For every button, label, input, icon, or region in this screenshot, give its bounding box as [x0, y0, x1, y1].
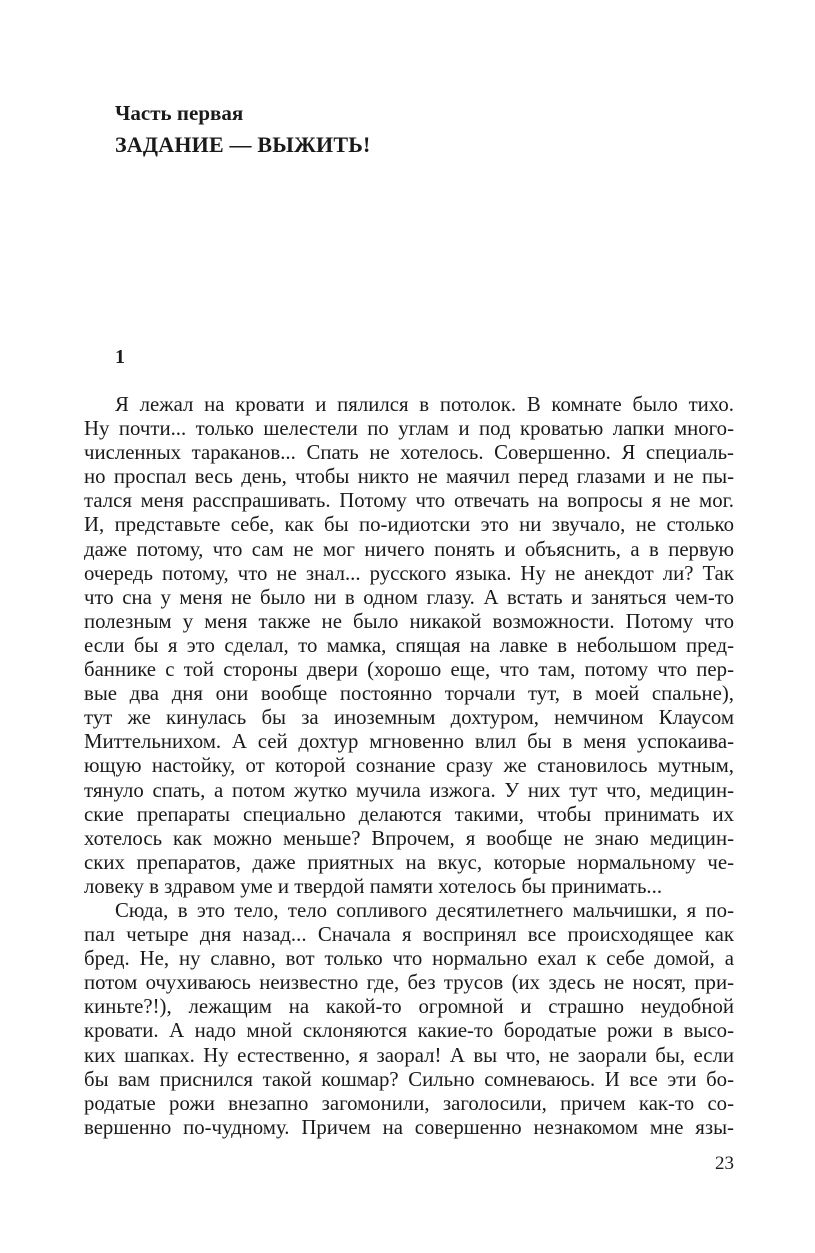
text-line: вершенно по-чудному. Причем на совершенно незнакомом мне язы- — [84, 1115, 734, 1139]
text-line: тался меня расспрашивать. Потому что отвечать на вопросы я не мог. — [84, 489, 734, 513]
text-line: ких шапках. Ну естественно, я заорал! А вы что, не заорали бы, если — [84, 1043, 734, 1067]
chapter-number: 1 — [115, 346, 125, 368]
text-line: Я лежал на кровати и пялился в потолок. В комнате было тихо. — [115, 393, 734, 416]
text-line: баннике с той стороны двери (хорошо еще, что там, потому что пер- — [84, 658, 734, 682]
text-line: родатые рожи внезапно загомонили, заголосили, причем как-то со- — [84, 1091, 734, 1115]
text-line: пал четыре дня назад... Сначала я воспринял все происходящее как — [84, 923, 734, 947]
text-line: но проспал весь день, чтобы никто не маячил перед глазами и не пы- — [84, 465, 734, 489]
text-line: хотелось как можно меньше? Впрочем, я вообще не знаю медицин- — [84, 826, 734, 850]
text-line: численных тараканов... Спать не хотелось. Совершенно. Я специаль- — [84, 441, 734, 465]
text-line: вые два дня они вообще постоянно торчали тут, в моей спальне), — [84, 682, 734, 706]
text-line: даже потому, что сам не мог ничего понять и объяснить, а в первую — [84, 537, 734, 561]
text-line: Ну почти... только шелестели по углам и под кроватью лапки много- — [84, 417, 734, 441]
text-line: Сюда, в это тело, тело сопливого десятилетнего мальчишки, я по- — [115, 898, 734, 922]
text-line: ющую настойку, от которой сознание сразу же становилось мутным, — [84, 754, 734, 778]
text-line: ские препараты специально делаются такими, чтобы принимать их — [84, 802, 734, 826]
part-title: ЗАДАНИЕ — ВЫЖИТЬ! — [115, 132, 371, 157]
text-line: потом очухиваюсь неизвестно где, без трусов (их здесь не носят, при- — [84, 971, 734, 995]
text-line: ловеку в здравом уме и твердой памяти хотелось бы принимать... — [84, 874, 663, 898]
text-line: тянуло спать, а потом жутко мучила изжога. У них тут что, медицин- — [84, 778, 734, 802]
text-line: очередь потому, что не знал... русского языка. Ну не анекдот ли? Так — [84, 561, 734, 585]
text-line: бред. Не, ну славно, вот только что нормально ехал к себе домой, а — [84, 947, 734, 971]
body-text — [84, 393, 734, 1140]
text-line: ских препаратов, даже приятных на вкус, которые нормальному че- — [84, 850, 734, 874]
text-line: тут же кинулась бы за иноземным дохтуром, немчином Клаусом — [84, 706, 734, 730]
text-line: Миттельнихом. А сей дохтур мгновенно влил бы в меня успокаива- — [84, 730, 734, 754]
text-line: кровати. А надо мной склоняются какие-то бородатые рожи в высо- — [84, 1019, 734, 1043]
text-line: если бы я это сделал, то мамка, спящая на лавке в небольшом пред- — [84, 633, 734, 657]
text-line: что сна у меня не было ни в одном глазу. А встать и заняться чем-то — [84, 585, 734, 609]
text-line: И, представьте себе, как бы по-идиотски это ни звучало, не столько — [84, 513, 734, 537]
page-number: 23 — [715, 1153, 734, 1174]
part-label: Часть первая — [115, 101, 244, 125]
text-line: киньте?!), лежащим на какой-то огромной и страшно неудобной — [84, 995, 734, 1019]
text-line: полезным у меня также не было никакой возможности. Потому что — [84, 609, 734, 633]
text-line: бы вам приснился такой кошмар? Сильно сомневаюсь. И все эти бо- — [84, 1067, 734, 1091]
